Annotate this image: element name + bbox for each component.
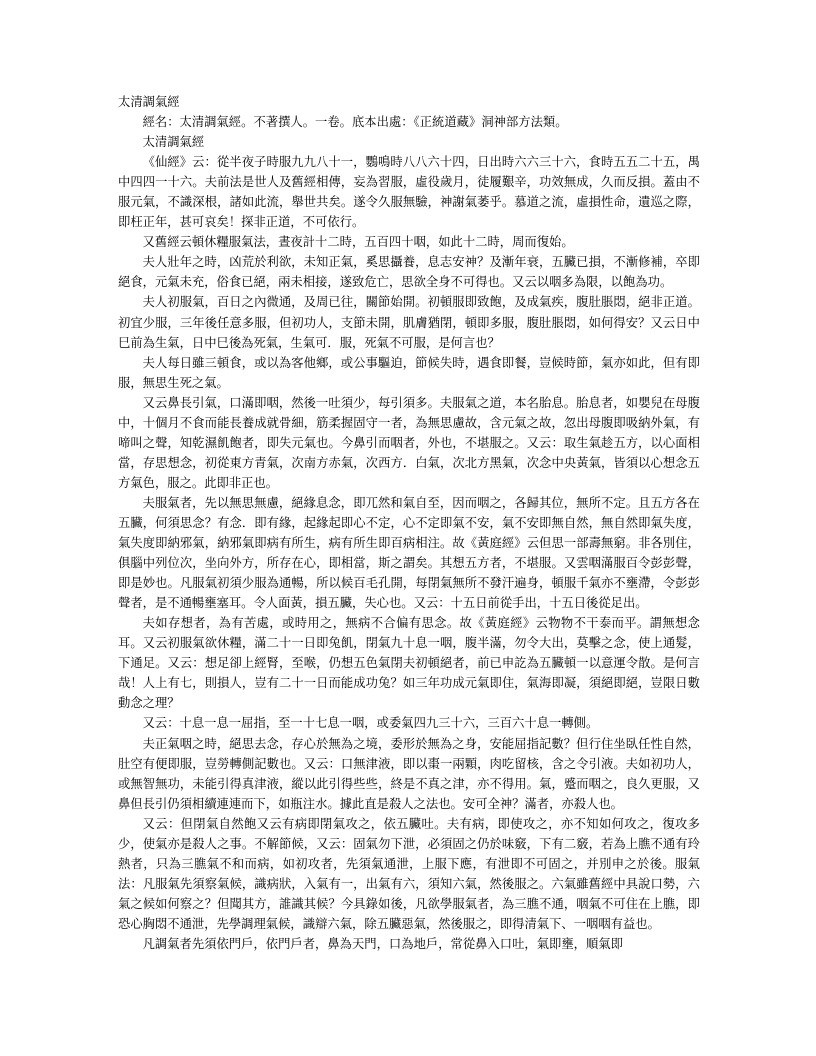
paragraph-prime-of-life: 夫人壯年之時，凶荒於利欲，未知正氣，奚思攝養，息志安神？及漸年衰，五臟已損，不漸修補，卒即絕食，元氣未充，俗食已絕，兩未相接，遂致危亡，思欲全身不可得也。又云以咽多為限，以飽為功。 bbox=[118, 255, 700, 290]
paragraph-regulating-qi-gates: 凡調氣者先須依門戶，依門戶者，鼻為天門，口為地戶，常從鼻入口吐，氣即壅，順氣即 bbox=[142, 936, 623, 951]
document-text-body bbox=[118, 92, 700, 954]
document-title: 太清調氣經 bbox=[118, 95, 180, 109]
paragraph-correct-qi-swallowing: 夫正氣咽之時，絕思去念，存心於無為之境，委形於無為之身，安能屈指記數？但行住坐臥任性自然，肚空有便即服，豈勞轉側記數也。又云：口無津液，即以棗一兩顆，肉吃留核，含之令引液。夫如初功人，或無智無功，未能引得真津液，縱以此引得些些，終是不真之津，亦不得用。氣，蹙而咽之，良久更服，又鼻但長引仍須相續連連而下，如瓶注水。據此直是殺人之法也。安可全神？滿者，亦殺人也。 bbox=[118, 736, 700, 811]
paragraph-ten-breaths-count: 又云：十息一息一屈指，至一十七息一咽，或委氣四九三十六，三百六十息一轉側。 bbox=[142, 716, 599, 731]
paragraph-visualization-practice: 夫如存想者，為有苦處，或時用之，無病不合偏有思念。故《黃庭經》云物物不干泰而平。謂無想念耳。又云初服氣欲休糧，滿二十一日即兔飢，閉氣九十息一咽，腹半滿，勿令大出，莫擊之念，使上通髮，下通足。又云：想足卻上經腎，至喉，仍想五色氣閉夫初頓絕者，前已申訖為五臟頓一以意運令散。是何言哉！人上有七，則損人，豈有二十一日而能成功兔？如三年功成元氣即住，氣海即凝，須絕即絕，豈限日數動念之理？ bbox=[118, 616, 700, 711]
paragraph-first-qi-ingestion: 夫人初服氣，百日之內微通，及周已往，關節始開。初頓服即致飽，及成氣疾，腹肚脹悶，絕非正道。初宜少服，三年後任意多服，但初功人，支節未開，肌膚猶閉，頓即多服，腹肚脹悶，如何得安？又云日中巳前為生氣，日中巳後為死氣，生氣可．服，死氣不可服，是何言也？ bbox=[118, 295, 700, 350]
paragraph-xianjing-citation: 《仙經》云：從半夜子時服九九八十一，鸚鳴時八八六十四，日出時六六三十六，食時五五二十五，禺中四四一十六。夫前法是世人及舊經相傳，妄為習服，虛役歲月，徒履艱辛，功效無成，久而反損。蓋由不服元氣，不識深根，諸如此流，舉世共矣。遂令久服無驗，神謝氣萎乎。慕道之流，虛損性命，遺巡之際，即枉正年，甚可哀矣！探非正道，不可依行。 bbox=[118, 155, 700, 230]
paragraph-closing-qi-illness: 又云：但閉氣自然飽又云有病即閉氣攻之，依五臟吐。夫有病，即使攻之，亦不知如何攻之，復攻多少，使氣亦是殺人之事。不解節候，又云：固氣勿下泄，必須固之仍於味竅，下有二竅，若為上膲不通有玲熱者，只為三膲氣不和而病，如初攻者，先須氣通泄，上服下應，有泄即不可固之，并別申之於後。服氣法：凡服氣先須察氣候，識病狀，入氣有一，出氣有六，須知六氣，然後服之。六氣雖舊經中具說口勢，六氣之候如何察之？但聞其方，誰識其候？今具錄如後，凡欲學服氣者，為三膲不通，咽氣不可住在上膲，即恐心胸悶不通泄，先學調理氣候，識辯六氣，除五臟惡氣，然後服之，即得清氣下、一咽咽有益也。 bbox=[118, 816, 700, 931]
paragraph-three-meals-daily: 夫人每日雖三頓食，或以為客他鄉，或公事驅迫，節候失時，遇食即餐，豈候時節，氣亦如此，但有即服，無思生死之氣。 bbox=[118, 355, 700, 390]
scripture-metadata-line: 經名：太清調氣經。不著撰人。一卷。底本出處：《正統道藏》洞神部方法類。 bbox=[142, 115, 568, 130]
paragraph-old-scripture-method: 又舊經云頓休糧服氣法，晝夜計十二時，五百四十咽，如此十二時，周而復始。 bbox=[142, 235, 574, 250]
paragraph-nose-drawing-qi: 又云鼻長引氣，口滿即咽，然後一吐須少，每引須多。夫服氣之道，本名胎息。胎息者，如嬰兒在母腹中，十個月不食而能長養成就骨細，筋柔握固守一者，為無思慮故，含元氣之故，忽出母腹即吸納外氣，有啼叫之聲，知乾濕飢飽者，即失元氣也。今鼻引而咽者，外也，不堪服之。又云：取生氣趁五方，以心面相當，存思想念，初從東方青氣，次南方赤氣，次西方．白氣，次北方黑氣，次念中央黃氣，皆須以心想念五方氣色，服之。此即非正也。 bbox=[118, 395, 700, 490]
scripture-inner-title: 太清調氣經 bbox=[142, 135, 205, 150]
paragraph-qi-practitioner: 夫服氣者，先以無思無慮，絕緣息念，即兀然和氣自至，因而咽之，各歸其位，無所不定。且五方各在五臟，何須思念？有念．即有緣，起緣起即心不定，心不定即氣不安，氣不安即無自然，無自然即氣失度，氣失度即納邪氣，納邪氣即病有所生，病有所生即百病相注。故《黃庭經》云但思一部壽無窮。非各別住，俱腦中列位次，坐向外方，所存在心，即相當，斯之謂矣。其想五方者，不堪服。又雲咽滿服百令彭彭聲，即是妙也。凡服氣初須少服為通暢，所以候百毛孔開，每閉氣無所不發汗遍身，頓服千氣亦不壅滯，令彭彭聲者，是不通暢壅塞耳。令人面黃，損五臟，失心也。又云：十五日前從手出，十五日後從足出。 bbox=[118, 495, 700, 611]
